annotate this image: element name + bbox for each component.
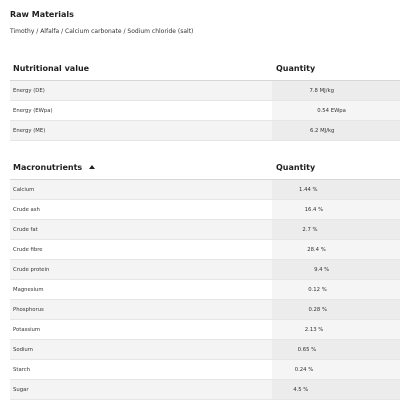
- table-row: [10, 320, 400, 340]
- nutrient-name: Starch: [13, 367, 31, 373]
- table-row: [10, 340, 400, 360]
- nutrient-quantity: 2.13 %: [304, 327, 324, 333]
- table-row: [10, 121, 400, 141]
- nutrient-quantity: 16.4 %: [304, 207, 324, 213]
- macronutrients-table-header: [10, 157, 400, 180]
- table-row: [10, 280, 400, 300]
- nutrient-name: Crude protein: [13, 267, 50, 273]
- nutrient-name: Crude fat: [13, 227, 38, 233]
- raw-materials-title: Raw Materials: [10, 10, 74, 19]
- raw-materials-list: Timothy / Alfalfa / Calcium carbonate / Sodium chloride (salt): [10, 28, 194, 35]
- table-row: [10, 180, 400, 200]
- nutrient-name: Calcium: [13, 187, 35, 193]
- nutrient-quantity: 1.44 %: [299, 187, 318, 193]
- nutrient-name: Crude fibre: [13, 247, 43, 253]
- nutrient-quantity: 0.54 EWpa: [317, 108, 346, 114]
- table-row: [10, 200, 400, 220]
- table-row: [10, 300, 400, 320]
- nutrient-name: Phosphorus: [13, 307, 44, 313]
- macronutrients-table: [10, 157, 400, 400]
- nutritional-quantity-header: Quantity: [276, 64, 316, 73]
- nutrient-quantity: 0.28 %: [308, 307, 328, 313]
- nutritional-value-header: Nutritional value: [13, 64, 90, 73]
- macronutrients-header-label: Macronutrients: [13, 163, 83, 172]
- table-row: [10, 240, 400, 260]
- macronutrients-quantity-header: Quantity: [276, 163, 316, 172]
- table-row: [10, 220, 400, 240]
- nutrient-name: Potassium: [13, 327, 41, 333]
- table-row: [10, 360, 400, 380]
- nutrient-name: Energy (ME): [13, 128, 46, 134]
- nutrient-name: Sugar: [13, 387, 29, 393]
- table-row: [10, 81, 400, 101]
- nutrient-name: Magnesium: [13, 287, 44, 293]
- nutrient-quantity: 0.65 %: [297, 347, 317, 353]
- nutrient-quantity: 0.24 %: [294, 367, 314, 373]
- nutrient-quantity: 2.7 %: [302, 227, 318, 233]
- macronutrients-sort-header[interactable]: [13, 163, 95, 172]
- nutrient-quantity: 4.5 %: [293, 387, 309, 393]
- table-row: [10, 260, 400, 280]
- nutrient-name: Crude ash: [13, 207, 40, 213]
- nutrient-quantity: 6.2 MJ/kg: [309, 128, 335, 134]
- table-row: [10, 380, 400, 400]
- triangle-up-icon[interactable]: [89, 165, 95, 169]
- nutrient-quantity: 7.8 MJ/kg: [309, 88, 334, 94]
- nutrient-quantity: 9.4 %: [314, 267, 330, 273]
- nutrient-name: Sodium: [13, 347, 33, 353]
- table-row: [10, 101, 400, 121]
- nutritional-table-header: [10, 58, 400, 81]
- nutrient-name: Energy (DE): [13, 88, 45, 94]
- nutrient-name: Energy (EWpa): [13, 108, 53, 114]
- nutrient-quantity: 0.12 %: [308, 287, 327, 293]
- nutritional-value-table: [10, 58, 400, 141]
- nutrient-quantity: 28.4 %: [307, 247, 326, 253]
